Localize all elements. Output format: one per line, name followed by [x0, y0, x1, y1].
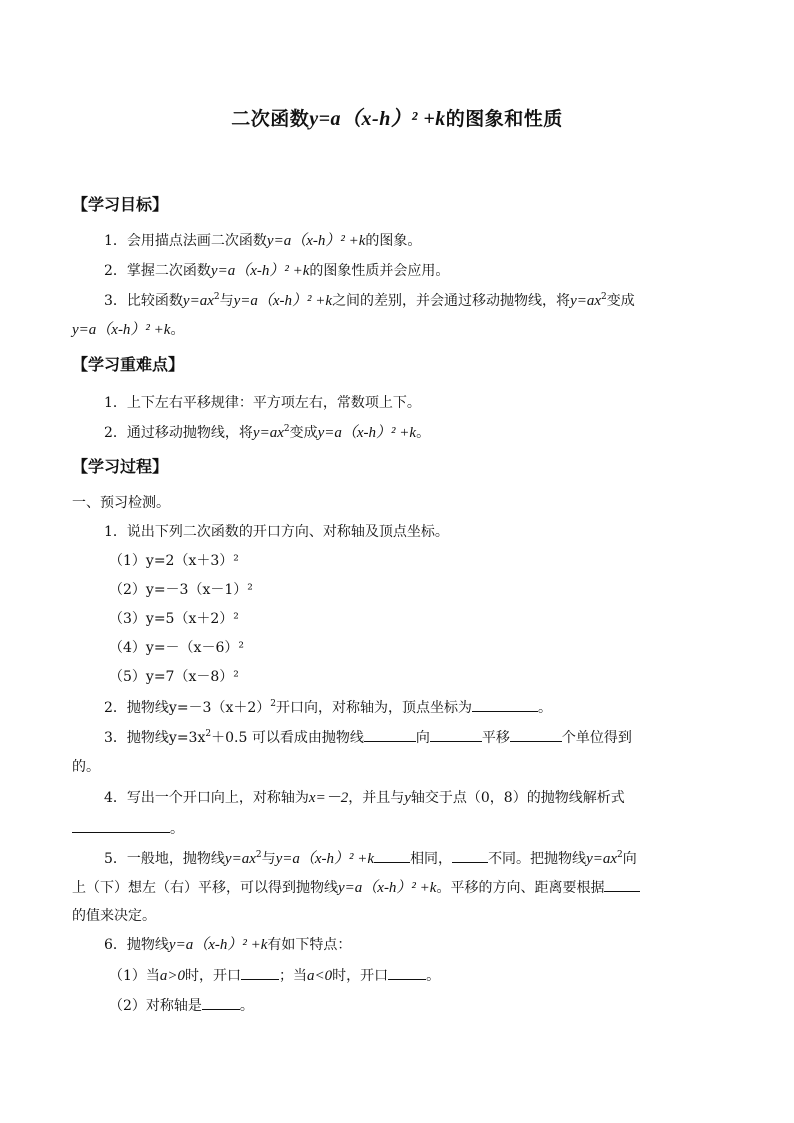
goal-3-cont: y=a（x-h）² +k。 — [72, 322, 185, 338]
answer-blank[interactable] — [364, 727, 416, 742]
keypoint-2: 2．通过移动抛物线，将$y=ax^2$变成y=a（x-h）² +k。 — [104, 424, 431, 441]
goal-1: 1．会用描点法画二次函数y=a（x-h）² +k的图象。 — [104, 233, 422, 249]
process-heading: 【学习过程】 — [72, 457, 169, 476]
question-3: 3．抛物线$y=3x^2+0.5$ 可以看成由抛物线 向 平移 个单位得到 — [104, 729, 632, 746]
sub-item: （5）y=7（x－8）² — [109, 669, 239, 685]
question-6: 6．抛物线y=a（x-h）² +k有如下特点： — [104, 937, 352, 953]
goal-3: 3．比较函数$y=ax^2$与y=a（x-h）² +k之间的差别，并会通过移动抛物线，将$y=ax^2$变成 — [104, 292, 635, 309]
part-1-title: 一、预习检测。 — [72, 495, 170, 511]
keypoints-heading: 【学习重难点】 — [72, 355, 185, 374]
title-formula: y=a（x-h）² +k — [309, 108, 446, 130]
question-5-cont: 上（下）想左（右）平移，可以得到抛物线y=a（x-h）² +k。平移的方向、距离要根据 — [72, 877, 640, 898]
answer-blank[interactable] — [510, 727, 562, 742]
answer-blank[interactable] — [241, 965, 279, 980]
question-3-cont: 的。 — [72, 759, 100, 775]
answer-blank[interactable] — [472, 697, 538, 712]
goal-2: 2．掌握二次函数y=a（x-h）² +k的图象性质并会应用。 — [104, 263, 450, 279]
question-1: 1．说出下列二次函数的开口方向、对称轴及顶点坐标。 — [104, 524, 449, 540]
answer-blank[interactable] — [374, 848, 410, 863]
question-2: 2．抛物线$y=-3(x+2)^2$开口向，对称轴为，顶点坐标为 。 — [104, 699, 553, 716]
sub-item: （1）y=2（x＋3）² — [109, 553, 239, 569]
answer-blank[interactable] — [452, 848, 488, 863]
sub-item: （2）y=－3（x－1）² — [109, 582, 253, 598]
page-title: 二次函数y=a（x-h）² +k的图象和性质 — [231, 108, 563, 130]
question-4: 4．写出一个开口向上，对称轴为x=－2，并且与y轴交于点（0，8）的抛物线解析式 — [104, 790, 625, 806]
answer-blank[interactable] — [72, 818, 170, 833]
question-6-1: （1）当a>0时，开口 ；当a<0时，开口 。 — [109, 965, 440, 986]
question-4-cont: 。 — [72, 818, 184, 839]
answer-blank[interactable] — [430, 727, 482, 742]
question-6-2: （2）对称轴是 。 — [109, 995, 254, 1016]
keypoint-1: 1．上下左右平移规律：平方项左右，常数项上下。 — [104, 395, 421, 411]
answer-blank[interactable] — [604, 877, 640, 892]
sub-item: （3）y=5（x＋2）² — [109, 611, 239, 627]
sub-item: （4）y=－（x－6）² — [109, 640, 244, 656]
goals-heading: 【学习目标】 — [72, 195, 169, 214]
answer-blank[interactable] — [388, 965, 426, 980]
answer-blank[interactable] — [202, 995, 240, 1010]
question-5: 5．一般地，抛物线$y=ax^2$与y=a（x-h）² +k 相同， 不同。把抛物线$y=ax^2$向 — [104, 850, 637, 867]
question-5-cont-2: 的值来决定。 — [72, 908, 156, 924]
